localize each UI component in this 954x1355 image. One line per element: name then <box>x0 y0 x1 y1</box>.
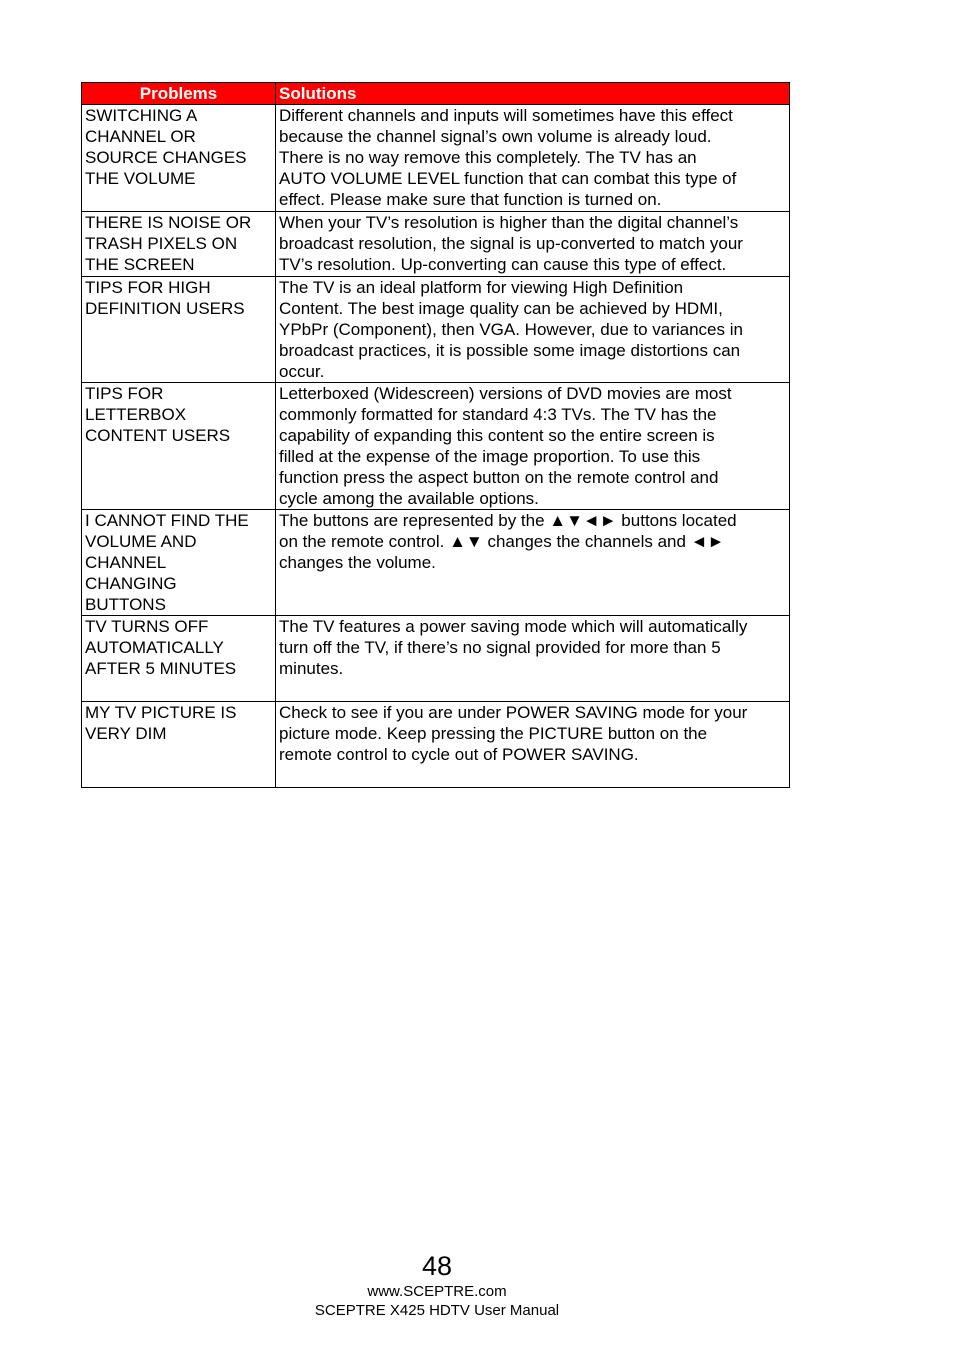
problem-cell: I CANNOT FIND THE VOLUME AND CHANNEL CHANGING BUTTONS <box>82 510 276 616</box>
solution-cell: Different channels and inputs will sometimes have this effect because the channel signal’s own volume is already loud. There is no way remove this completely. The TV has an AUTO VOLUME LEVEL function that can combat this type of effect. Please make sure that function is turned on. <box>276 105 790 212</box>
problem-cell: TV TURNS OFF AUTOMATICALLY AFTER 5 MINUTES <box>82 616 276 702</box>
table-row <box>82 105 790 212</box>
table-row <box>82 212 790 277</box>
problem-cell: MY TV PICTURE IS VERY DIM <box>82 702 276 788</box>
solution-cell: Letterboxed (Widescreen) versions of DVD movies are most commonly formatted for standard 4:3 TVs. The TV has the capability of expanding this content so the entire screen is filled at the expense of the image proportion. To use this function press the aspect button on the remote control and cycle among the available options. <box>276 383 790 510</box>
troubleshooting-table <box>81 82 790 788</box>
table-row <box>82 510 790 616</box>
problem-cell: SWITCHING A CHANNEL OR SOURCE CHANGES THE VOLUME <box>82 105 276 212</box>
footer-url: www.SCEPTRE.com <box>367 1283 507 1300</box>
table-row <box>82 383 790 510</box>
table-row <box>82 277 790 383</box>
solution-cell: Check to see if you are under POWER SAVING mode for your picture mode. Keep pressing the PICTURE button on the remote control to cycle out of POWER SAVING. <box>276 702 790 788</box>
page-number: 48 <box>421 1251 453 1281</box>
solution-cell: The TV features a power saving mode which will automatically turn off the TV, if there’s no signal provided for more than 5 minutes. <box>276 616 790 702</box>
table-row <box>82 702 790 788</box>
problem-cell: THERE IS NOISE OR TRASH PIXELS ON THE SCREEN <box>82 212 276 277</box>
problem-cell: TIPS FOR LETTERBOX CONTENT USERS <box>82 383 276 510</box>
footer-manual-title: SCEPTRE X425 HDTV User Manual <box>314 1302 560 1319</box>
solution-cell: When your TV’s resolution is higher than the digital channel’s broadcast resolution, the signal is up-converted to match your TV’s resolution. Up-converting can cause this type of effect. <box>276 212 790 277</box>
solution-cell: The buttons are represented by the ▲▼◄► buttons located on the remote control. ▲▼ changes the channels and ◄► changes the volume. <box>276 510 790 616</box>
solutions-column-header: Solutions <box>276 83 790 105</box>
solution-cell: The TV is an ideal platform for viewing High Definition Content. The best image quality can be achieved by HDMI, YPbPr (Component), then VGA. However, due to variances in broadcast practices, it is possible some image distortions can occur. <box>276 277 790 383</box>
table-row <box>82 616 790 702</box>
problem-cell: TIPS FOR HIGH DEFINITION USERS <box>82 277 276 383</box>
table-header-row <box>82 83 790 105</box>
problems-column-header: Problems <box>82 83 276 105</box>
